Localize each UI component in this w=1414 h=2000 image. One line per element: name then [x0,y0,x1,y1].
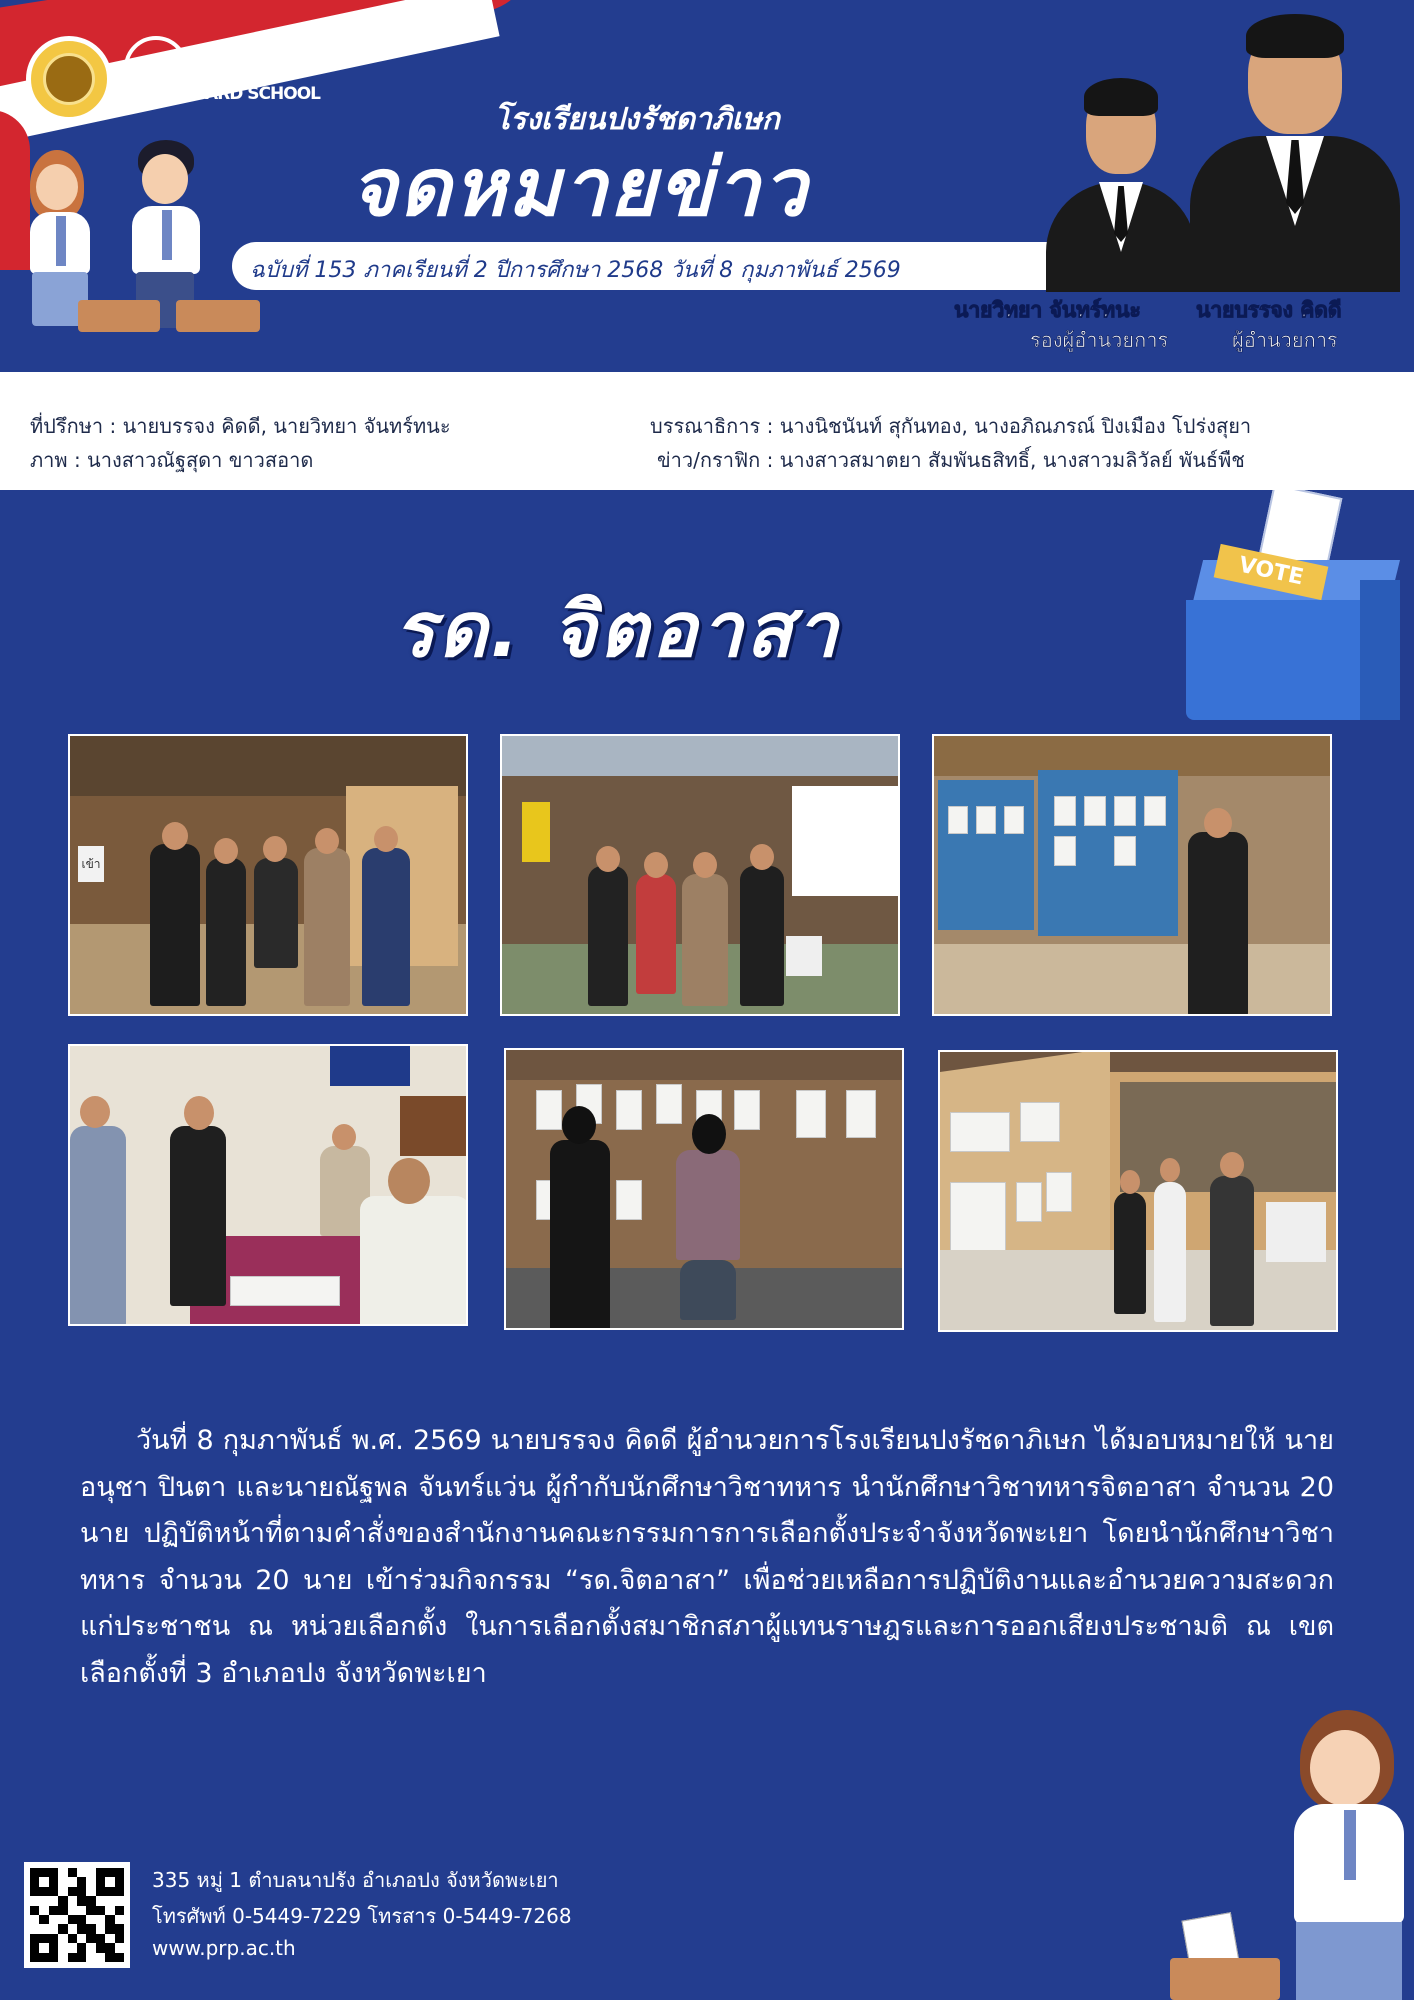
credit-editors: บรรณาธิการ : นางนิชนันท์ สุกันทอง, นางอภิณภรณ์ ปิงเมือง โปร่งสุยา [650,414,1252,438]
newsletter-header [0,0,1414,372]
article-photo-4 [68,1044,468,1326]
article-photo-6 [938,1050,1338,1332]
footer-website[interactable]: www.prp.ac.th [152,1936,296,1960]
article-photo-5 [504,1048,904,1330]
vice-director-name: นายวิทยา จันทร์ทนะ [954,298,1141,322]
ballot-box-illustration-2 [176,300,260,332]
vice-director-photo [1046,72,1196,292]
article-body [80,1418,1334,1697]
footer-address: 335 หมู่ 1 ตำบลนาปรัง อำเภอปง จังหวัดพะเยา [152,1868,559,1892]
credit-news-graphic: ข่าว/กราฟิก : นางสาวสมาตยา สัมพันธสิทธิ์, นางสาวมลิวัลย์ พันธ์พืช [657,448,1245,472]
world-class-logo [124,36,364,122]
credits-bar [0,372,1414,490]
director-photo [1190,10,1400,292]
footer-phone: โทรศัพท์ 0-5449-7229 โทรสาร 0-5449-7268 [152,1904,572,1928]
ballot-box-illustration [78,300,160,332]
school-name: โรงเรียนปงรัชดาภิเษก [494,102,780,137]
issue-info: ฉบับที่ 153 ภาคเรียนที่ 2 ปีการศึกษา 2568 วันที่ 8 กุมภาพันธ์ 2569 [250,258,901,283]
qr-code-icon[interactable] [24,1862,130,1968]
article-section [0,490,1414,2000]
director-position: ผู้อำนวยการ [1232,328,1338,352]
vote-label: VOTE [1214,544,1329,600]
director-name: นายบรรจง คิดดี [1196,298,1342,322]
article-photo-3 [932,734,1332,1016]
credit-advisor: ที่ปรึกษา : นายบรรจง คิดดี, นายวิทยา จันทร์ทนะ [30,414,451,438]
credit-photo: ภาพ : นางสาวณัฐสุดา ขาวสอาด [30,448,314,472]
school-seal-icon [26,36,112,122]
vote-box-icon [1186,490,1400,730]
logo-line1: WORLD CLASS [184,58,319,79]
logo-line2: STANDARD SCHOOL [146,84,320,104]
vice-director-position: รองผู้อำนวยการ [1030,328,1169,352]
student-voting-illustration [1270,1710,1414,2000]
article-photo-1 [68,734,468,1016]
article-title: รด. จิตอาสา [394,585,841,674]
article-photo-2 [500,734,900,1016]
newsletter-title: จดหมายข่าว [350,141,809,234]
article-body-text: วันที่ 8 กุมภาพันธ์ พ.ศ. 2569 นายบรรจง คิดดี ผู้อำนวยการโรงเรียนปงรัชดาภิเษก ได้มอบหมายให้ นายอนุชา ปินตา และนายณัฐพล จันทร์แว่น ผู้กำกับนักศึกษาวิชาทหาร นำนักศึกษาวิชาทหารจิตอาสา จำนวน 20 นาย ปฏิบัติหน้าที่ตามคำสั่งของสำนักงานคณะกรรมการการเลือกตั้งประจำจังหวัดพะเยา โดยนำนักศึกษาวิชาทหาร จำนวน 20 นาย เข้าร่วมกิจกรรม “รด.จิตอาสา” เพื่อช่วยเหลือการปฏิบัติงานและอำนวยความสะดวกแก่ประชาชน ณ หน่วยเลือกตั้ง ในการเลือกตั้งสมาชิกสภาผู้แทนราษฎรและการออกเสียงประชามติ ณ เขตเลือกตั้งที่ 3 อำเภอปง จังหวัดพะเยา [80,1425,1334,1689]
photo-sign: เข้า [78,846,104,882]
